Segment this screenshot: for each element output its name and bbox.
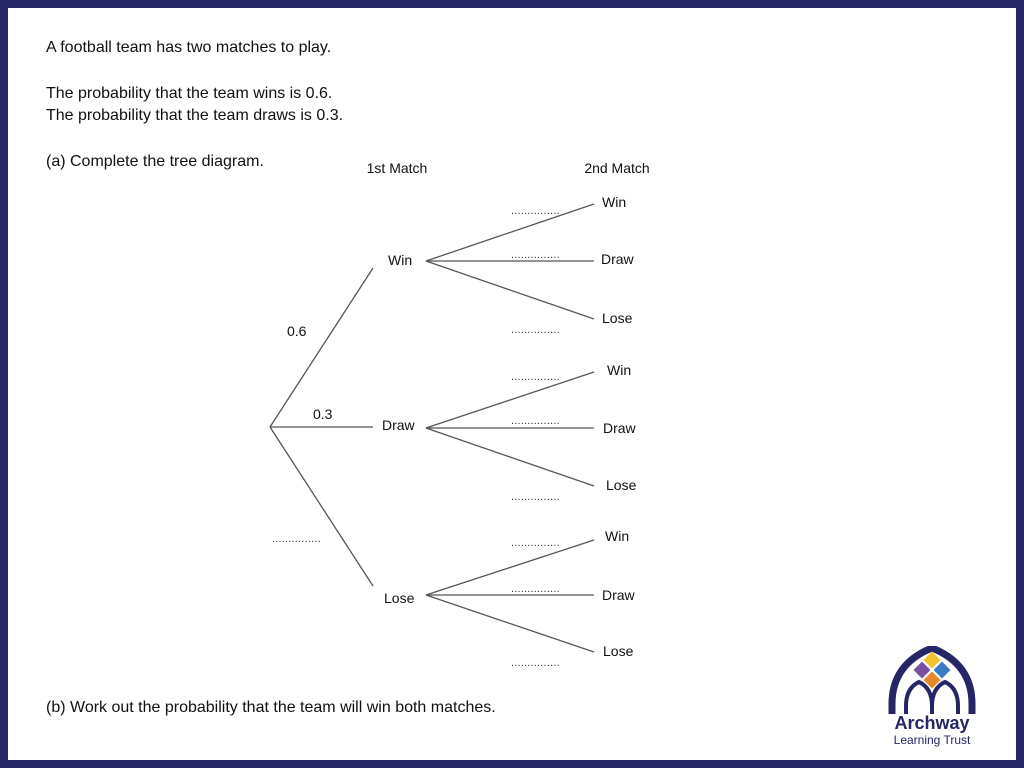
prob-first-draw: 0.3 xyxy=(313,406,333,422)
blank-win-win[interactable]: ............... xyxy=(511,205,560,217)
blank-first-lose[interactable]: ............... xyxy=(272,533,321,545)
branch-first-win xyxy=(270,268,373,427)
header-second-match: 2nd Match xyxy=(584,160,650,176)
node-first-draw: Draw xyxy=(382,417,415,433)
node-draw-lose: Lose xyxy=(606,477,637,493)
blank-draw-draw[interactable]: ............... xyxy=(511,415,560,427)
node-win-lose: Lose xyxy=(602,310,633,326)
branch-win-win xyxy=(426,204,594,261)
branch-draw-lose xyxy=(426,428,594,486)
question-intro: A football team has two matches to play. xyxy=(46,39,332,56)
node-first-win: Win xyxy=(388,252,413,268)
node-lose-win: Win xyxy=(605,528,630,544)
logo-subtitle: Learning Trust xyxy=(893,733,971,747)
blank-draw-lose[interactable]: ............... xyxy=(511,491,560,503)
node-draw-draw: Draw xyxy=(603,420,636,436)
logo-name: Archway xyxy=(894,713,970,733)
node-first-lose: Lose xyxy=(384,590,415,606)
part-b-text: (b) Work out the probability that the team will win both matches. xyxy=(46,699,496,716)
branch-win-lose xyxy=(426,261,594,319)
blank-lose-win[interactable]: ............... xyxy=(511,537,560,549)
tree-diagram xyxy=(8,8,1016,760)
probability-win-text: The probability that the team wins is 0.6. xyxy=(46,85,333,102)
node-win-win: Win xyxy=(602,194,627,210)
node-draw-win: Win xyxy=(607,362,632,378)
branch-first-lose xyxy=(270,427,373,586)
node-lose-lose: Lose xyxy=(603,643,634,659)
branch-draw-win xyxy=(426,372,594,428)
branch-lose-win xyxy=(426,540,594,595)
blank-win-draw[interactable]: ............... xyxy=(511,249,560,261)
prob-first-win: 0.6 xyxy=(287,323,307,339)
part-a-text: (a) Complete the tree diagram. xyxy=(46,153,264,170)
blank-win-lose[interactable]: ............... xyxy=(511,324,560,336)
blank-lose-draw[interactable]: ............... xyxy=(511,583,560,595)
blank-lose-lose[interactable]: ............... xyxy=(511,657,560,669)
header-first-match: 1st Match xyxy=(366,160,428,176)
node-win-draw: Draw xyxy=(601,251,634,267)
probability-draw-text: The probability that the team draws is 0.3. xyxy=(46,107,344,124)
node-lose-draw: Draw xyxy=(602,587,635,603)
blank-draw-win[interactable]: ............... xyxy=(511,371,560,383)
branch-lose-lose xyxy=(426,595,594,652)
